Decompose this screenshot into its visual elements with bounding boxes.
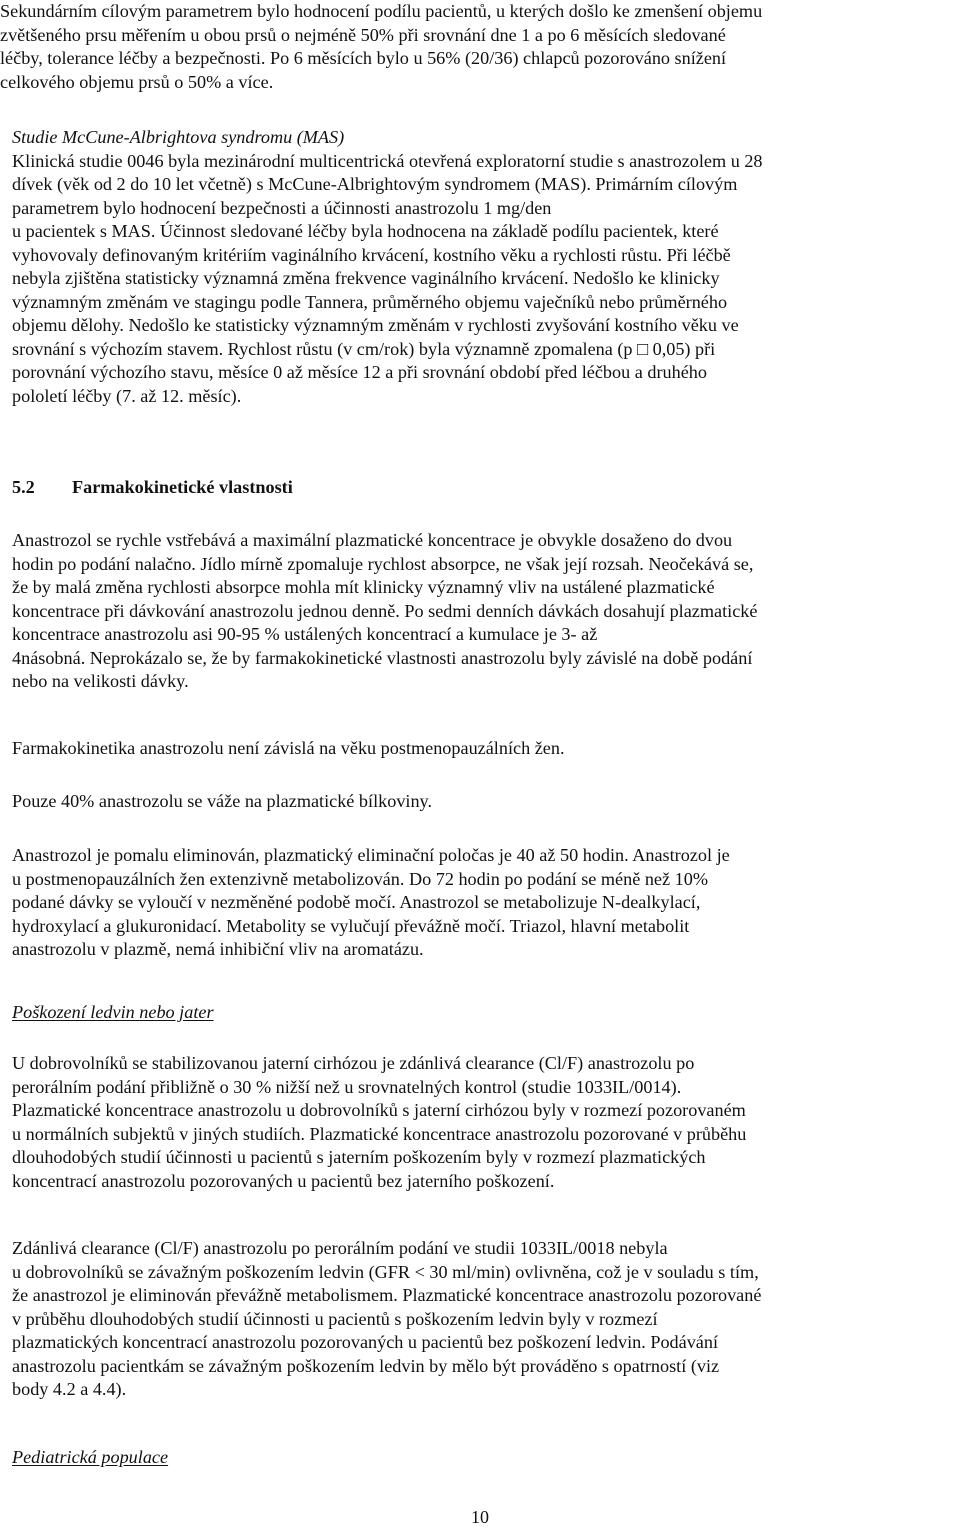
section-title: Farmakokinetické vlastnosti	[72, 477, 293, 497]
text-line: nebo na velikosti dávky.	[12, 671, 189, 691]
text-line: anastrozolu v plazmě, nemá inhibiční vliv na aromatázu.	[12, 939, 424, 959]
text-line: Plazmatické koncentrace anastrozolu u dobrovolníků s jaterní cirhózou byly v rozmezí pozorovaném	[12, 1100, 746, 1120]
text-line: Farmakokinetika anastrozolu není závislá na věku postmenopauzálních žen.	[12, 738, 565, 758]
text-line: významným změnám ve stagingu podle Tannera, průměrného objemu vaječníků nebo průměrného	[12, 291, 728, 312]
text-line: parametrem bylo hodnocení bezpečnosti a účinnosti anastrozolu 1 mg/den	[12, 197, 552, 218]
pk-absorption-paragraph	[12, 529, 947, 694]
text-line: celkového objemu prsů o 50% a více.	[0, 71, 274, 92]
pk-elimination-paragraph	[12, 844, 947, 962]
text-line: U dobrovolníků se stabilizovanou jaterní cirhózou je zdánlivá clearance (Cl/F) anastrozolu po	[12, 1053, 695, 1073]
text-line: perorálním podání přibližně o 30 % nižší než u srovnatelných kontrol (studie 1033IL/0014).	[12, 1076, 682, 1097]
text-line: dívek (věk od 2 do 10 let včetně) s McCune-Albrightovým syndromem (MAS). Primárním cílovým	[12, 174, 738, 194]
text-line: Anastrozol je pomalu eliminován, plazmatický eliminační poločas je 40 až 50 hodin. Anastrozol je	[12, 845, 730, 865]
text-line: zvětšeného prsu měřením u obou prsů o nejméně 50% při srovnání dne 1 a po 6 měsících sledované	[0, 24, 726, 45]
text-line: Pouze 40% anastrozolu se váže na plazmatické bílkoviny.	[12, 791, 433, 811]
text-line: body 4.2 a 4.4).	[12, 1379, 127, 1399]
text-line: u normálních subjektů v jiných studiích. Plazmatické koncentrace anastrozolu pozorované v průběhu	[12, 1123, 747, 1144]
text-line: v průběhu dlouhodobých studií účinnosti u pacientů s poškozením ledvin byly v rozmezí	[12, 1308, 658, 1329]
text-line: nebyla zjištěna statisticky významná změna frekvence vaginálního krvácení. Nedošlo ke klinicky	[12, 268, 720, 288]
text-line: Anastrozol se rychle vstřebává a maximální plazmatické koncentrace je obvykle dosaženo do dvou	[12, 530, 733, 550]
text-line: u pacientek s MAS. Účinnost sledované léčby byla hodnocena na základě podílu pacientek, které	[12, 221, 719, 241]
page-number: 10	[471, 1507, 489, 1527]
mas-study-paragraph	[12, 126, 954, 408]
text-line: 4násobná. Neprokázalo se, že by farmakokinetické vlastnosti anastrozolu byly závislé na době podání	[12, 647, 753, 668]
text-line: že by malá změna rychlosti absorpce mohla mít klinicky významný vliv na ustálené plazmatické	[12, 577, 715, 597]
text-line: koncentrace při dávkování anastrozolu jednou denně. Po sedmi denních dávkách dosahují plazmatické	[12, 600, 758, 621]
text-line: hodin po podání nalačno. Jídlo mírně zpomaluje rychlost absorpce, ne však její rozsah. Neočekává se,	[12, 553, 754, 574]
text-line: léčby, tolerance léčby a bezpečnosti. Po 6 měsících bylo u 56% (20/36) chlapců pozorováno snížení	[0, 48, 727, 68]
text-line: anastrozolu pacientkám se závažným poškozením ledvin by mělo být prováděno s opatrností (viz	[12, 1355, 720, 1376]
text-line: plazmatických koncentrací anastrozolu pozorovaných u pacientů bez poškození ledvin. Podávání	[12, 1332, 719, 1352]
text-line: pololetí léčby (7. až 12. měsíc).	[12, 385, 242, 406]
text-line: že anastrozol je eliminován převážně metabolismem. Plazmatické koncentrace anastrozolu pozorované	[12, 1285, 762, 1305]
text-line: podané dávky se vyloučí v nezměněné podobě močí. Anastrozol se metabolizuje N-dealkylací,	[12, 892, 701, 912]
pk-age-paragraph	[12, 737, 947, 761]
pediatric-title	[12, 1446, 947, 1470]
text-line: objemu dělohy. Nedošlo ke statisticky významným změnám v rychlosti zvyšování kostního věku ve	[12, 315, 739, 335]
section-heading	[12, 476, 293, 499]
text-line: dlouhodobých studií účinnosti u pacientů s jaterním poškozením byly v rozmezí plazmatických	[12, 1147, 706, 1167]
text-line: srovnání s výchozím stavem. Rychlost růstu (v cm/rok) byla významně zpomalena (p □ 0,05) při	[12, 338, 716, 359]
text-line: hydroxylací a glukuronidací. Metabolity se vylučují převážně močí. Triazol, hlavní metabolit	[12, 915, 690, 936]
text-line: koncentrace anastrozolu asi 90-95 % ustálených koncentrací a kumulace je 3- až	[12, 624, 598, 644]
hepatic-impairment-paragraph	[12, 1052, 940, 1193]
intro-paragraph	[0, 0, 960, 94]
text-line: vyhovovaly definovaným kritériím vaginálního krvácení, kostního věku a rychlosti růstu. Při léčbě	[12, 244, 731, 265]
text-line: u dobrovolníků se závažným poškozením ledvin (GFR < 30 ml/min) ovlivněna, což je v souladu s tím,	[12, 1261, 759, 1282]
text-line: u postmenopauzálních žen extenzivně metabolizován. Do 72 hodin po podání se méně než 10%	[12, 868, 708, 889]
pk-protein-binding-paragraph	[12, 790, 947, 814]
text-line: Zdánlivá clearance (Cl/F) anastrozolu po perorálním podání ve studii 1033IL/0018 nebyla	[12, 1238, 668, 1258]
section-number: 5.2	[12, 477, 35, 497]
renal-impairment-paragraph	[12, 1237, 958, 1402]
renal-hepatic-title	[12, 1001, 947, 1025]
subsection-title: Pediatrická populace	[12, 1447, 169, 1467]
text-line: Klinická studie 0046 byla mezinárodní multicentrická otevřená exploratorní studie s anastrozolem u 28	[12, 150, 763, 171]
text-line: porovnání výchozího stavu, měsíce 0 až měsíce 12 a při srovnání období před léčbou a druhého	[12, 362, 707, 382]
text-line: koncentrací anastrozolu pozorovaných u pacientů bez jaterního poškození.	[12, 1170, 555, 1191]
mas-study-title: Studie McCune-Albrightova syndromu (MAS)	[12, 127, 345, 147]
text-line: Sekundárním cílovým parametrem bylo hodnocení podílu pacientů, u kterých došlo ke zmenšení objemu	[0, 1, 763, 21]
subsection-title: Poškození ledvin nebo jater	[12, 1002, 214, 1022]
